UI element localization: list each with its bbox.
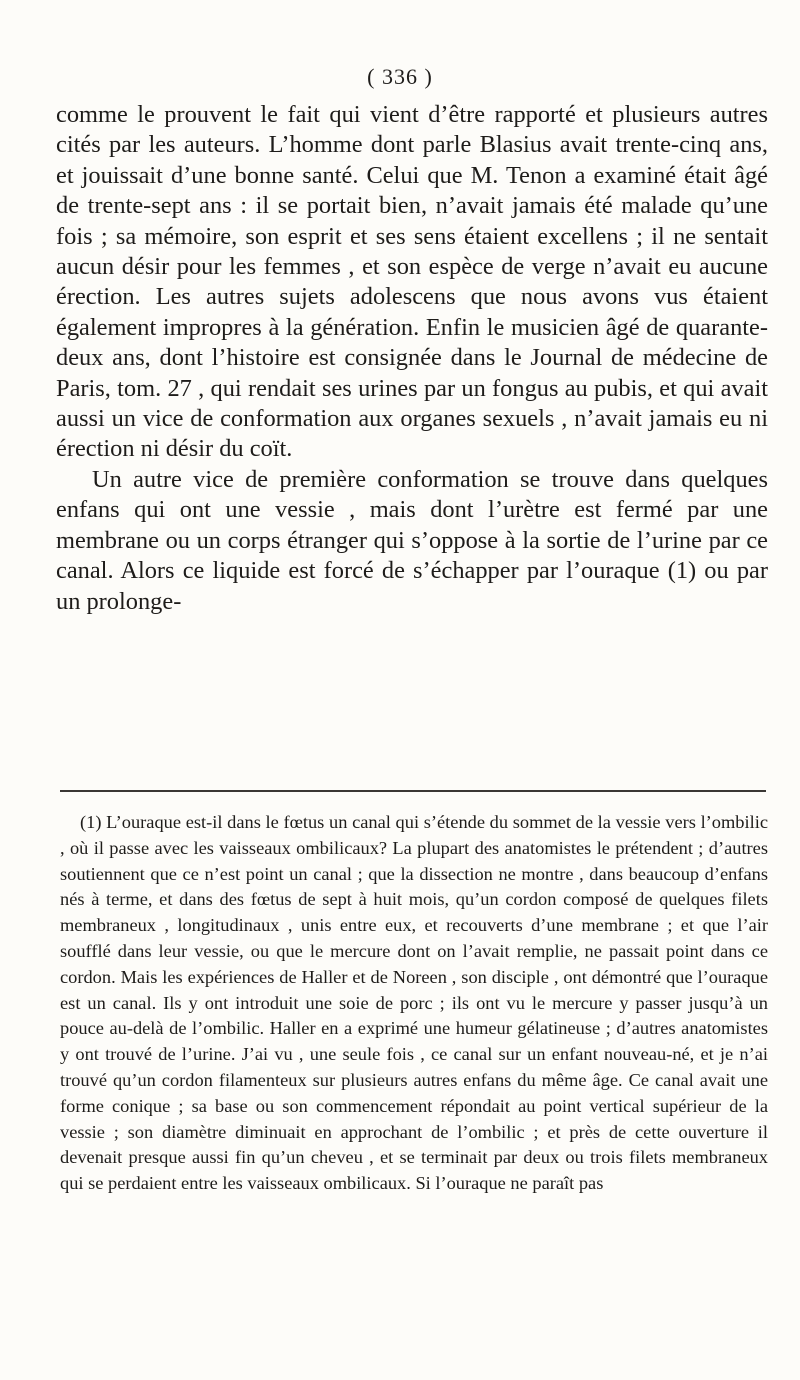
footnote-divider	[60, 790, 766, 792]
paragraph: Un autre vice de première conformation se trouve dans quelques enfans qui ont une vessie , mais dont l’urètre est fermé par une membrane ou un corps étranger qui s’oppose à la sortie de l’urine par ce canal. Alors ce liquide est forcé de s’échapper par l’ouraque (1) ou par un prolonge-	[56, 465, 768, 615]
footnotes	[60, 810, 768, 1197]
paragraph: comme le prouvent le fait qui vient d’être rapporté et plusieurs autres cités par les auteurs. L’homme dont parle Blasius avait trente-cinq ans, et jouissait d’une bonne santé. Celui que M. Tenon a examiné était âgé de trente-sept ans : il se portait bien, n’avait jamais été malade qu’une fois ; sa mémoire, son esprit et ses sens étaient excellens ; il ne sentait aucun désir pour les femmes , et son espèce de verge n’avait eu aucune érection. Les autres sujets adolescens que nous avons vus étaient également impropres à la génération. Enfin le musicien âgé de quarante-deux ans, dont l’histoire est consignée dans le Journal de médecine de Paris, tom. 27 , qui rendait ses urines par un fongus au pubis, et qui avait aussi un vice de conformation aux organes sexuels , n’avait jamais eu ni érection ni désir du coït.	[56, 101, 768, 463]
page-number: ( 336 )	[367, 64, 433, 89]
main-text	[56, 100, 768, 617]
footnote: (1) L’ouraque est-il dans le fœtus un canal qui s’étende du sommet de la vessie vers l’ombilic , où il passe avec les vaisseaux ombilicaux? La plupart des anatomistes le prétendent ; d’autres soutiennent que ce n’est point un canal ; que la dissection ne montre , dans beaucoup d’enfans nés à terme, et dans des fœtus de sept à huit mois, qu’un cordon composé de quelques filets membraneux , longitudinaux , unis entre eux, et recouverts d’une membrane ; et que l’air soufflé dans leur vessie, ou que le mercure dont on l’avait remplie, ne passait point dans ce cordon. Mais les expériences de Haller et de Noreen , son disciple , ont démontré que l’ouraque est un canal. Ils y ont introduit une soie de porc ; ils ont vu le mercure y passer jusqu’à un pouce au-delà de l’ombilic. Haller en a exprimé une humeur gélatineuse ; d’autres anatomistes y ont trouvé de l’urine. J’ai vu , une seule fois , ce canal sur un enfant nouveau-né, et je n’ai trouvé qu’un cordon filamenteux sur plusieurs autres enfans du même âge. Ce canal avait une forme conique ; sa base ou son commencement répondait au point vertical supérieur de la vessie ; son diamètre diminuait en approchant de l’ombilic ; et près de cette ouverture il devenait presque aussi fin qu’un cheveu , et se terminait par deux ou trois filets membraneux qui se perdaient entre les vaisseaux ombilicaux. Si l’ouraque ne paraît pas	[60, 812, 768, 1194]
